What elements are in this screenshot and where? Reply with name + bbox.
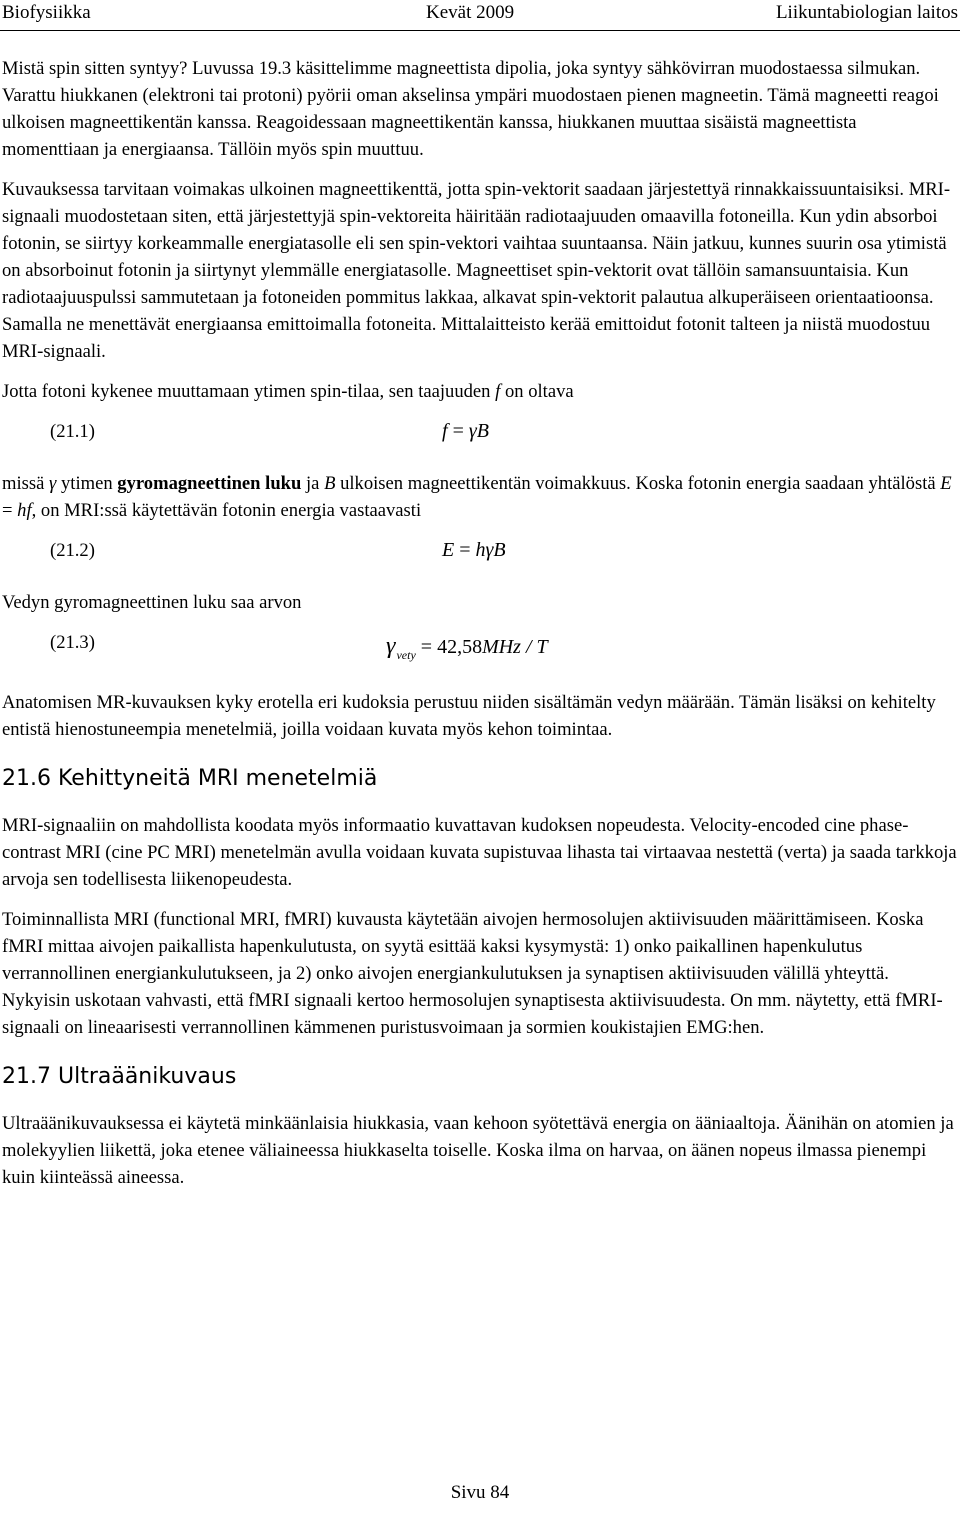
equation-number: (21.2) xyxy=(50,540,95,561)
paragraph-gyromagnetic: missä γ ytimen gyromagneettinen luku ja B ulkoisen magneettikentän voimakkuus. Koska fotonin energia saadaan yhtälöstä E = hf, on MRI:ssä käytettävän fotonin energia vastaavasti xyxy=(2,473,952,521)
section-heading-advanced-mri: 21.6 Kehittyneitä MRI menetelmiä xyxy=(2,766,378,791)
header-course: Biofysiikka xyxy=(2,2,91,23)
paragraph-spin-origin: Mistä spin sitten syntyy? Luvussa 19.3 käsittelimme magneettista dipolia, joka syntyy sähkövirran muodostaessa silmukan. Varattu hiukkanen (elektroni tai protoni) pyörii oman akselinsa ympäri muodostaen pienen magneetin. Tämä magneetti reagoi ulkoisen magneettikentän kanssa. Reagoidessaan magneettikentän kanssa, hiukkanen muuttaa sisäistä magneettista momenttiaan ja energiaansa. Tällöin myös spin muuttuu. xyxy=(2,58,939,160)
section-heading-ultrasound: 21.7 Ultraäänikuvaus xyxy=(2,1064,237,1089)
paragraph-anatomic-mr: Anatomisen MR-kuvauksen kyky erotella eri kudoksia perustuu niiden sisältämän vedyn määrään. Tämän lisäksi on kehitelty entistä hienostuneempia menetelmiä, joilla voidaan kuvata myös kehon toimintaa. xyxy=(2,692,936,740)
paragraph-mri-signal: Kuvauksessa tarvitaan voimakas ulkoinen magneettikenttä, jotta spin-vektorit saadaan järjestettyä rinnakkaissuuntaisiksi. MRI-signaali muodostetaan siten, että järjestettyjä spin-vektoreita häiritään radiotaajuuden omaavilla fotoneilla. Kun ydin absorboi fotonin, se siirtyy korkeammalle energiatasolle eli sen spin-vektori vaihtaa suuntaansa. Näin jatkuu, kunnes suurin osa ytimistä on absorboinut fotonin ja siirtynyt ylemmälle energiatasolle. Magneettiset spin-vektorit ovat tällöin samansuuntaisia. Kun radiotaajuuspulssi sammutetaan ja fotoneiden pommitus lakkaa, alkavat spin-vektorit palautua alkuperäiseen orientaatioonsa. Samalla ne menettävät energiaansa emittoimalla fotoneita. Mittalaitteisto kerää emittoidut fotonit talteen ja niistä muodostuu MRI-signaali. xyxy=(2,179,951,362)
document-body xyxy=(2,55,958,1204)
header-rule xyxy=(0,30,960,31)
paragraph-velocity-mri: MRI-signaaliin on mahdollista koodata myös informaatio kuvattavan kudoksen nopeudesta. Velocity-encoded cine phase-contrast MRI (cine PC MRI) menetelmän avulla voidaan kuvata supistuvaa lihasta tai virtaavaa nestettä (verta) ja saada tarkkoja arvoja sen todellisesta liikenopeudesta. xyxy=(2,815,957,890)
paragraph-fmri: Toiminnallista MRI (functional MRI, fMRI) kuvausta käytetään aivojen hermosolujen aktiivisuuden määrittämiseen. Koska fMRI mittaa aivojen paikallista hapenkulutusta, on syytä esittää kaksi kysymystä: 1) onko paikallinen hapenkulutus verrannollinen energiankulutukseen, ja 2) onko aivojen energiankulutuksen ja synaptisen aktiivisuuden välillä yhteyttä. Nykyisin uskotaan vahvasti, että fMRI signaali kertoo hermosolujen synaptisesta aktiivisuudesta. On mm. näytetty, että fMRI-signaali on lineaarisesti verrannollinen kämmenen puristusvoimaan ja sormien koukistajien EMG:hen. xyxy=(2,909,943,1038)
term-gyromagnetic-ratio: gyromagneettinen luku xyxy=(117,473,302,494)
equation-21-1 xyxy=(2,418,958,470)
page-number: Sivu 84 xyxy=(450,1482,510,1503)
page-header xyxy=(0,0,960,30)
equation-formula: $\gamma_{vety} = 42,58MHz / T$ xyxy=(386,633,548,662)
paragraph-frequency-intro: Jotta fotoni kykenee muuttamaan ytimen spin-tilaa, sen taajuuden f on oltava xyxy=(2,381,574,402)
equation-formula: E = hγB xyxy=(442,539,506,561)
paragraph-ultrasound: Ultraäänikuvauksessa ei käytetä minkäänlaisia hiukkasia, vaan kehoon syötettävä energia on ääniaaltoja. Äänihän on atomien ja molekyylien liikettä, joka etenee väliaineessa hiukkaselta toiselle. Koska ilma on harvaa, on äänen nopeus ilmassa pienempi kuin kiinteässä aineessa. xyxy=(2,1113,954,1188)
equation-number: (21.1) xyxy=(50,421,95,442)
header-department: Liikuntabiologian laitos xyxy=(775,2,958,23)
equation-21-3 xyxy=(2,629,958,689)
equation-number: (21.3) xyxy=(50,632,95,653)
equation-formula: f = γB xyxy=(442,420,489,442)
header-term: Kevät 2009 xyxy=(426,2,515,23)
paragraph-hydrogen-value: Vedyn gyromagneettinen luku saa arvon xyxy=(2,592,302,613)
equation-21-2 xyxy=(2,537,958,589)
